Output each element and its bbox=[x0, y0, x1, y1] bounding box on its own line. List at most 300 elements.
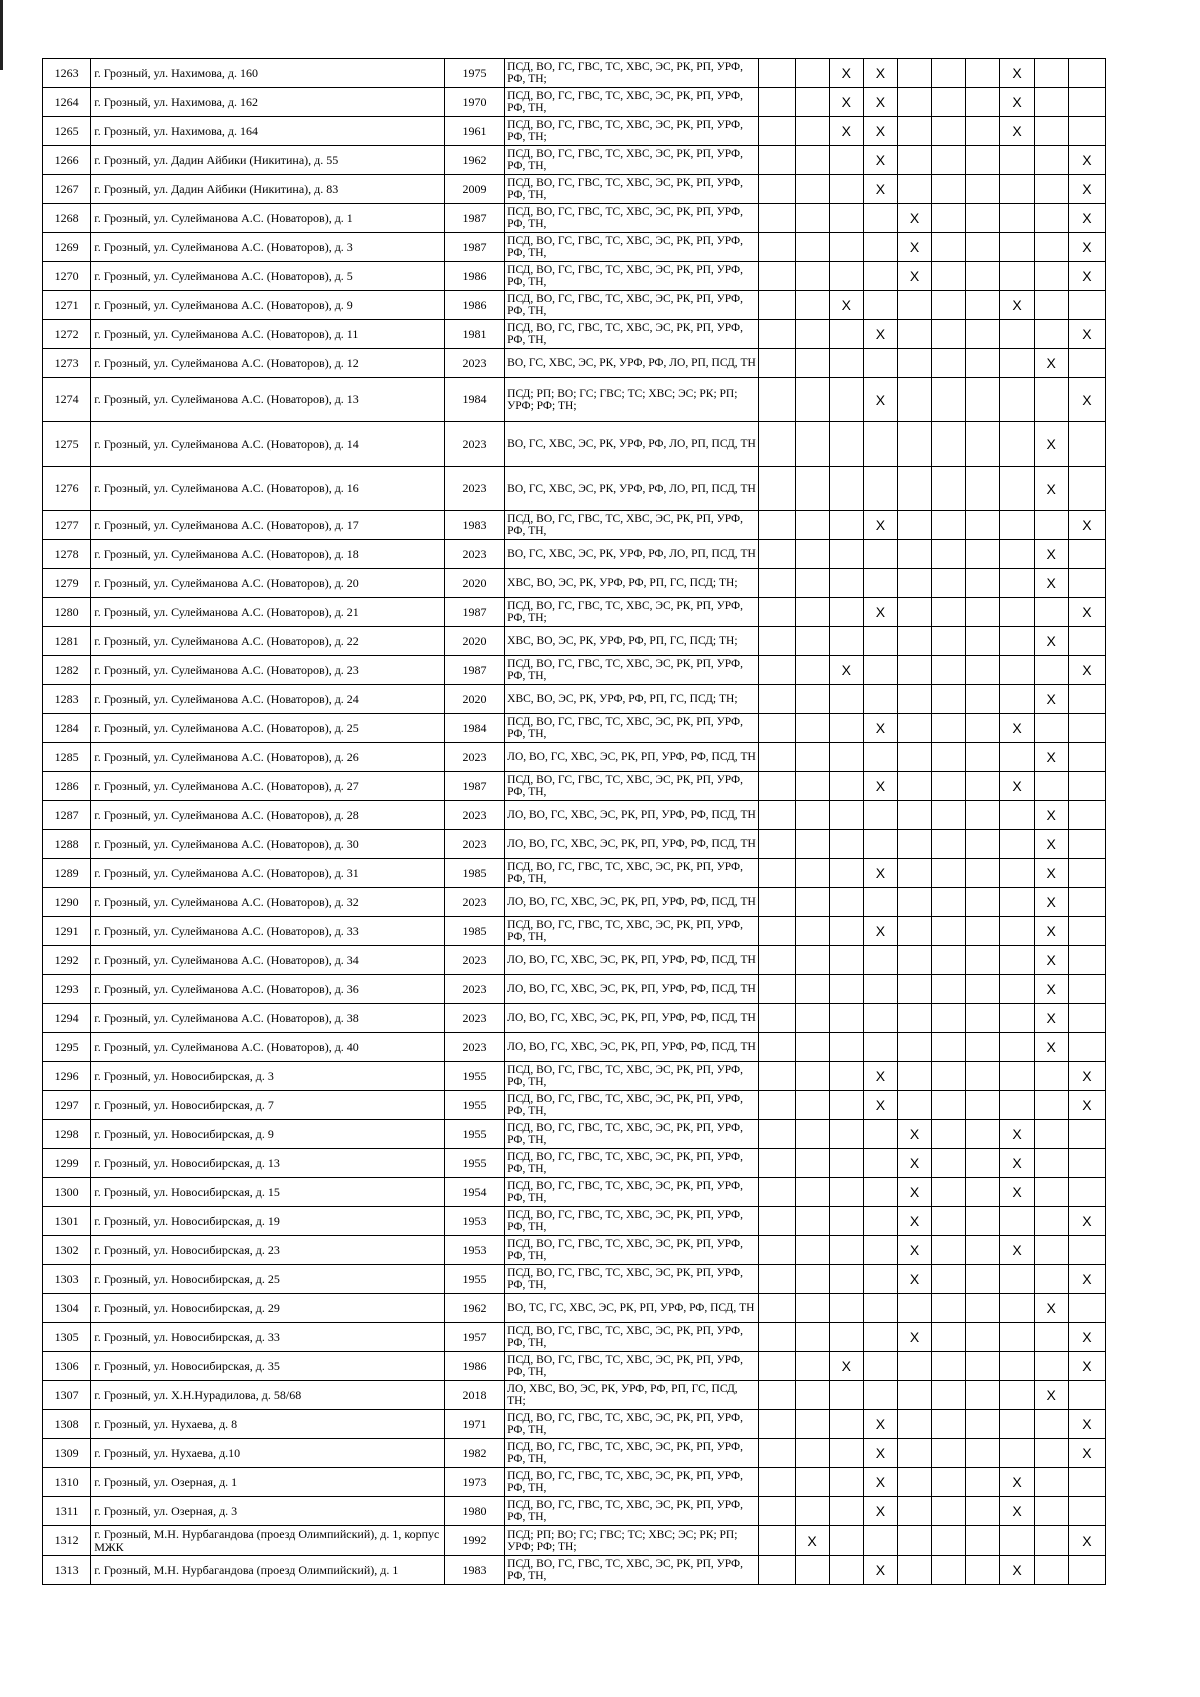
mark-cell bbox=[829, 1497, 863, 1526]
mark-cell bbox=[966, 975, 1000, 1004]
table-row bbox=[43, 1265, 1106, 1294]
services-cell: ПСД, ВО, ГС, ГВС, ТС, ХВС, ЭС, РК, РП, УРФ, РФ, ТН, bbox=[505, 262, 759, 291]
table-row bbox=[43, 888, 1106, 917]
mark-cell bbox=[897, 743, 931, 772]
mark-cell bbox=[1068, 627, 1105, 656]
mark-cell: X bbox=[1034, 975, 1068, 1004]
mark-cell bbox=[829, 1004, 863, 1033]
address-cell: г. Грозный, ул. Сулейманова А.С. (Новаторов), д. 33 bbox=[91, 917, 445, 946]
address-cell: г. Грозный, ул. Нахимова, д. 160 bbox=[91, 59, 445, 88]
mark-cell bbox=[1000, 569, 1034, 598]
services-cell: ПСД, ВО, ГС, ГВС, ТС, ХВС, ЭС, РК, РП, УРФ, РФ, ТН, bbox=[505, 772, 759, 801]
mark-cell bbox=[897, 88, 931, 117]
year-cell: 1962 bbox=[444, 1294, 504, 1323]
row-number: 1270 bbox=[43, 262, 91, 291]
mark-cell bbox=[966, 1091, 1000, 1120]
mark-cell bbox=[1000, 1091, 1034, 1120]
mark-cell bbox=[863, 685, 897, 714]
mark-cell bbox=[932, 975, 966, 1004]
year-cell: 2023 bbox=[444, 743, 504, 772]
row-number: 1283 bbox=[43, 685, 91, 714]
mark-cell bbox=[759, 714, 795, 743]
mark-cell bbox=[759, 262, 795, 291]
mark-cell: X bbox=[1034, 1033, 1068, 1062]
mark-cell bbox=[759, 511, 795, 540]
mark-cell bbox=[932, 422, 966, 467]
year-cell: 1985 bbox=[444, 917, 504, 946]
mark-cell: X bbox=[1068, 175, 1105, 204]
row-number: 1293 bbox=[43, 975, 91, 1004]
mark-cell bbox=[759, 175, 795, 204]
row-number: 1274 bbox=[43, 378, 91, 422]
row-number: 1282 bbox=[43, 656, 91, 685]
mark-cell bbox=[795, 685, 829, 714]
mark-cell bbox=[1068, 1178, 1105, 1207]
address-cell: г. Грозный, ул. Сулейманова А.С. (Новаторов), д. 20 bbox=[91, 569, 445, 598]
mark-cell bbox=[1068, 569, 1105, 598]
mark-cell bbox=[759, 1178, 795, 1207]
mark-cell bbox=[1034, 1178, 1068, 1207]
mark-cell bbox=[795, 175, 829, 204]
mark-cell bbox=[759, 1207, 795, 1236]
mark-cell bbox=[932, 88, 966, 117]
mark-cell bbox=[897, 1294, 931, 1323]
table-row bbox=[43, 743, 1106, 772]
address-cell: г. Грозный, ул. Озерная, д. 1 bbox=[91, 1468, 445, 1497]
mark-cell bbox=[829, 830, 863, 859]
mark-cell bbox=[932, 1556, 966, 1585]
address-cell: г. Грозный, ул. Сулейманова А.С. (Новаторов), д. 31 bbox=[91, 859, 445, 888]
year-cell: 1987 bbox=[444, 772, 504, 801]
mark-cell bbox=[863, 422, 897, 467]
mark-cell: X bbox=[863, 117, 897, 146]
row-number: 1306 bbox=[43, 1352, 91, 1381]
address-cell: г. Грозный, ул. Сулейманова А.С. (Новаторов), д. 14 bbox=[91, 422, 445, 467]
mark-cell: X bbox=[1034, 743, 1068, 772]
mark-cell bbox=[966, 598, 1000, 627]
mark-cell: X bbox=[1068, 1439, 1105, 1468]
mark-cell bbox=[759, 1033, 795, 1062]
year-cell: 1971 bbox=[444, 1410, 504, 1439]
mark-cell bbox=[863, 1294, 897, 1323]
mark-cell bbox=[795, 1033, 829, 1062]
table-row bbox=[43, 1149, 1106, 1178]
mark-cell bbox=[932, 467, 966, 511]
mark-cell bbox=[829, 975, 863, 1004]
row-number: 1292 bbox=[43, 946, 91, 975]
mark-cell bbox=[1068, 714, 1105, 743]
mark-cell: X bbox=[863, 1556, 897, 1585]
mark-cell bbox=[759, 117, 795, 146]
row-number: 1302 bbox=[43, 1236, 91, 1265]
row-number: 1286 bbox=[43, 772, 91, 801]
row-number: 1267 bbox=[43, 175, 91, 204]
mark-cell: X bbox=[1000, 291, 1034, 320]
mark-cell bbox=[795, 1149, 829, 1178]
table-row bbox=[43, 175, 1106, 204]
year-cell: 1955 bbox=[444, 1149, 504, 1178]
mark-cell bbox=[1034, 1439, 1068, 1468]
mark-cell bbox=[1000, 1033, 1034, 1062]
mark-cell bbox=[829, 946, 863, 975]
mark-cell bbox=[1000, 146, 1034, 175]
mark-cell bbox=[1000, 685, 1034, 714]
services-cell: ВО, ГС, ХВС, ЭС, РК, УРФ, РФ, ЛО, РП, ПСД, ТН bbox=[505, 467, 759, 511]
address-cell: г. Грозный, М.Н. Нурбагандова (проезд Олимпийский), д. 1, корпус МЖК bbox=[91, 1526, 445, 1556]
mark-cell bbox=[759, 1468, 795, 1497]
mark-cell bbox=[966, 714, 1000, 743]
mark-cell bbox=[897, 291, 931, 320]
mark-cell bbox=[897, 830, 931, 859]
mark-cell bbox=[829, 801, 863, 830]
mark-cell bbox=[829, 859, 863, 888]
mark-cell bbox=[795, 598, 829, 627]
table-row bbox=[43, 1526, 1106, 1556]
table-row bbox=[43, 598, 1106, 627]
mark-cell bbox=[897, 1091, 931, 1120]
mark-cell bbox=[1000, 1381, 1034, 1410]
mark-cell bbox=[1000, 378, 1034, 422]
mark-cell bbox=[1034, 1526, 1068, 1556]
mark-cell bbox=[1068, 1149, 1105, 1178]
mark-cell bbox=[966, 830, 1000, 859]
services-cell: ПСД, ВО, ГС, ГВС, ТС, ХВС, ЭС, РК, РП, УРФ, РФ, ТН, bbox=[505, 1265, 759, 1294]
mark-cell bbox=[1000, 917, 1034, 946]
mark-cell bbox=[759, 1294, 795, 1323]
mark-cell: X bbox=[1034, 1294, 1068, 1323]
mark-cell bbox=[829, 569, 863, 598]
mark-cell bbox=[1000, 262, 1034, 291]
mark-cell bbox=[1034, 1468, 1068, 1497]
year-cell: 1983 bbox=[444, 511, 504, 540]
address-cell: г. Грозный, ул. Сулейманова А.С. (Новаторов), д. 22 bbox=[91, 627, 445, 656]
mark-cell bbox=[863, 1207, 897, 1236]
table-row bbox=[43, 1178, 1106, 1207]
mark-cell: X bbox=[897, 1207, 931, 1236]
table-row bbox=[43, 859, 1106, 888]
mark-cell: X bbox=[863, 1091, 897, 1120]
table-row bbox=[43, 1323, 1106, 1352]
mark-cell bbox=[966, 1178, 1000, 1207]
mark-cell: X bbox=[1034, 627, 1068, 656]
mark-cell bbox=[863, 975, 897, 1004]
year-cell: 2023 bbox=[444, 422, 504, 467]
mark-cell bbox=[966, 117, 1000, 146]
mark-cell bbox=[863, 888, 897, 917]
mark-cell bbox=[863, 656, 897, 685]
mark-cell bbox=[1000, 1323, 1034, 1352]
row-number: 1288 bbox=[43, 830, 91, 859]
services-cell: ПСД, ВО, ГС, ГВС, ТС, ХВС, ЭС, РК, РП, УРФ, РФ, ТН, bbox=[505, 1352, 759, 1381]
mark-cell bbox=[966, 291, 1000, 320]
table-row bbox=[43, 685, 1106, 714]
year-cell: 1970 bbox=[444, 88, 504, 117]
services-cell: ПСД, ВО, ГС, ГВС, ТС, ХВС, ЭС, РК, РП, УРФ, РФ, ТН, bbox=[505, 1120, 759, 1149]
address-cell: г. Грозный, ул. Сулейманова А.С. (Новаторов), д. 25 bbox=[91, 714, 445, 743]
row-number: 1263 bbox=[43, 59, 91, 88]
mark-cell bbox=[863, 1323, 897, 1352]
mark-cell bbox=[1068, 540, 1105, 569]
mark-cell bbox=[1068, 1120, 1105, 1149]
address-cell: г. Грозный, ул. Новосибирская, д. 7 bbox=[91, 1091, 445, 1120]
mark-cell bbox=[829, 349, 863, 378]
mark-cell bbox=[759, 1497, 795, 1526]
mark-cell bbox=[829, 772, 863, 801]
mark-cell bbox=[829, 1323, 863, 1352]
mark-cell bbox=[829, 1468, 863, 1497]
year-cell: 1985 bbox=[444, 859, 504, 888]
services-cell: ЛО, ВО, ГС, ХВС, ЭС, РК, РП, УРФ, РФ, ПСД, ТН bbox=[505, 975, 759, 1004]
mark-cell bbox=[759, 146, 795, 175]
mark-cell bbox=[932, 772, 966, 801]
mark-cell: X bbox=[1034, 801, 1068, 830]
services-cell: ПСД, ВО, ГС, ГВС, ТС, ХВС, ЭС, РК, РП, УРФ, РФ, ТН, bbox=[505, 1178, 759, 1207]
address-cell: г. Грозный, ул. Х.Н.Нурадилова, д. 58/68 bbox=[91, 1381, 445, 1410]
year-cell: 1982 bbox=[444, 1439, 504, 1468]
services-cell: ПСД, ВО, ГС, ГВС, ТС, ХВС, ЭС, РК, РП, УРФ, РФ, ТН, bbox=[505, 320, 759, 349]
address-cell: г. Грозный, ул. Новосибирская, д. 15 bbox=[91, 1178, 445, 1207]
mark-cell: X bbox=[1068, 1410, 1105, 1439]
mark-cell bbox=[795, 656, 829, 685]
mark-cell bbox=[1068, 59, 1105, 88]
row-number: 1281 bbox=[43, 627, 91, 656]
mark-cell bbox=[966, 1410, 1000, 1439]
mark-cell: X bbox=[1034, 888, 1068, 917]
services-cell: ПСД, ВО, ГС, ГВС, ТС, ХВС, ЭС, РК, РП, УРФ, РФ, ТН, bbox=[505, 1497, 759, 1526]
mark-cell bbox=[897, 888, 931, 917]
mark-cell bbox=[829, 743, 863, 772]
mark-cell bbox=[795, 714, 829, 743]
mark-cell bbox=[795, 1468, 829, 1497]
year-cell: 2020 bbox=[444, 569, 504, 598]
services-cell: ПСД, ВО, ГС, ГВС, ТС, ХВС, ЭС, РК, РП, УРФ, РФ, ТН, bbox=[505, 1062, 759, 1091]
year-cell: 1962 bbox=[444, 146, 504, 175]
mark-cell bbox=[1034, 262, 1068, 291]
mark-cell bbox=[932, 59, 966, 88]
mark-cell bbox=[932, 801, 966, 830]
mark-cell bbox=[966, 1120, 1000, 1149]
mark-cell: X bbox=[795, 1526, 829, 1556]
services-cell: ХВС, ВО, ЭС, РК, УРФ, РФ, РП, ГС, ПСД; ТН; bbox=[505, 569, 759, 598]
mark-cell bbox=[1068, 1033, 1105, 1062]
table-row bbox=[43, 801, 1106, 830]
mark-cell bbox=[1068, 1236, 1105, 1265]
mark-cell bbox=[1034, 378, 1068, 422]
mark-cell bbox=[759, 801, 795, 830]
mark-cell bbox=[932, 291, 966, 320]
row-number: 1297 bbox=[43, 1091, 91, 1120]
services-cell: ЛО, ВО, ГС, ХВС, ЭС, РК, РП, УРФ, РФ, ПСД, ТН bbox=[505, 830, 759, 859]
mark-cell: X bbox=[863, 175, 897, 204]
mark-cell: X bbox=[829, 117, 863, 146]
mark-cell bbox=[795, 1323, 829, 1352]
mark-cell bbox=[863, 1178, 897, 1207]
row-number: 1269 bbox=[43, 233, 91, 262]
mark-cell bbox=[897, 975, 931, 1004]
mark-cell bbox=[1000, 946, 1034, 975]
mark-cell bbox=[829, 467, 863, 511]
mark-cell: X bbox=[1034, 540, 1068, 569]
services-cell: ПСД, ВО, ГС, ГВС, ТС, ХВС, ЭС, РК, РП, УРФ, РФ, ТН; bbox=[505, 598, 759, 627]
mark-cell: X bbox=[1000, 1468, 1034, 1497]
mark-cell: X bbox=[1034, 422, 1068, 467]
table-row bbox=[43, 1439, 1106, 1468]
mark-cell bbox=[829, 233, 863, 262]
mark-cell bbox=[932, 175, 966, 204]
year-cell: 1984 bbox=[444, 714, 504, 743]
mark-cell bbox=[897, 772, 931, 801]
mark-cell bbox=[897, 146, 931, 175]
mark-cell: X bbox=[1068, 1352, 1105, 1381]
address-cell: г. Грозный, М.Н. Нурбагандова (проезд Олимпийский), д. 1 bbox=[91, 1556, 445, 1585]
mark-cell bbox=[966, 569, 1000, 598]
mark-cell: X bbox=[1034, 349, 1068, 378]
mark-cell bbox=[863, 291, 897, 320]
mark-cell bbox=[897, 1497, 931, 1526]
address-cell: г. Грозный, ул. Озерная, д. 3 bbox=[91, 1497, 445, 1526]
mark-cell bbox=[759, 88, 795, 117]
year-cell: 2009 bbox=[444, 175, 504, 204]
mark-cell bbox=[966, 1207, 1000, 1236]
mark-cell bbox=[1000, 511, 1034, 540]
mark-cell bbox=[795, 262, 829, 291]
mark-cell bbox=[932, 146, 966, 175]
mark-cell bbox=[966, 1323, 1000, 1352]
mark-cell: X bbox=[863, 146, 897, 175]
mark-cell bbox=[1000, 1352, 1034, 1381]
mark-cell bbox=[795, 1439, 829, 1468]
mark-cell bbox=[897, 656, 931, 685]
year-cell: 1980 bbox=[444, 1497, 504, 1526]
row-number: 1295 bbox=[43, 1033, 91, 1062]
address-cell: г. Грозный, ул. Сулейманова А.С. (Новаторов), д. 1 bbox=[91, 204, 445, 233]
address-cell: г. Грозный, ул. Нухаева, д. 8 bbox=[91, 1410, 445, 1439]
mark-cell bbox=[1034, 146, 1068, 175]
row-number: 1290 bbox=[43, 888, 91, 917]
mark-cell bbox=[1034, 88, 1068, 117]
mark-cell: X bbox=[897, 233, 931, 262]
mark-cell: X bbox=[897, 204, 931, 233]
mark-cell bbox=[1068, 801, 1105, 830]
mark-cell bbox=[829, 540, 863, 569]
mark-cell bbox=[795, 946, 829, 975]
mark-cell bbox=[966, 540, 1000, 569]
mark-cell bbox=[966, 422, 1000, 467]
mark-cell bbox=[759, 233, 795, 262]
mark-cell: X bbox=[863, 714, 897, 743]
mark-cell bbox=[759, 1120, 795, 1149]
year-cell: 1986 bbox=[444, 262, 504, 291]
year-cell: 2020 bbox=[444, 685, 504, 714]
year-cell: 1981 bbox=[444, 320, 504, 349]
row-number: 1272 bbox=[43, 320, 91, 349]
mark-cell bbox=[897, 59, 931, 88]
mark-cell bbox=[795, 917, 829, 946]
mark-cell bbox=[795, 975, 829, 1004]
address-cell: г. Грозный, ул. Сулейманова А.С. (Новаторов), д. 9 bbox=[91, 291, 445, 320]
year-cell: 1955 bbox=[444, 1091, 504, 1120]
table-row bbox=[43, 1236, 1106, 1265]
mark-cell bbox=[897, 1062, 931, 1091]
mark-cell: X bbox=[1068, 1062, 1105, 1091]
year-cell: 1961 bbox=[444, 117, 504, 146]
mark-cell: X bbox=[1068, 598, 1105, 627]
year-cell: 1986 bbox=[444, 1352, 504, 1381]
mark-cell bbox=[795, 511, 829, 540]
mark-cell bbox=[1000, 349, 1034, 378]
table-row bbox=[43, 1556, 1106, 1585]
row-number: 1304 bbox=[43, 1294, 91, 1323]
mark-cell: X bbox=[829, 291, 863, 320]
mark-cell bbox=[1034, 1265, 1068, 1294]
mark-cell bbox=[795, 1120, 829, 1149]
table-row bbox=[43, 714, 1106, 743]
table-row bbox=[43, 1120, 1106, 1149]
address-cell: г. Грозный, ул. Новосибирская, д. 23 bbox=[91, 1236, 445, 1265]
mark-cell bbox=[897, 598, 931, 627]
year-cell: 1983 bbox=[444, 1556, 504, 1585]
row-number: 1305 bbox=[43, 1323, 91, 1352]
mark-cell bbox=[759, 1149, 795, 1178]
mark-cell bbox=[966, 1062, 1000, 1091]
mark-cell bbox=[932, 1004, 966, 1033]
mark-cell bbox=[1034, 511, 1068, 540]
mark-cell bbox=[932, 743, 966, 772]
services-cell: ВО, ТС, ГС, ХВС, ЭС, РК, РП, УРФ, РФ, ПСД, ТН bbox=[505, 1294, 759, 1323]
address-cell: г. Грозный, ул. Сулейманова А.С. (Новаторов), д. 34 bbox=[91, 946, 445, 975]
mark-cell bbox=[1034, 1497, 1068, 1526]
mark-cell bbox=[829, 1149, 863, 1178]
mark-cell: X bbox=[863, 511, 897, 540]
table-row bbox=[43, 320, 1106, 349]
mark-cell bbox=[829, 1526, 863, 1556]
mark-cell bbox=[759, 627, 795, 656]
mark-cell bbox=[1034, 291, 1068, 320]
mark-cell bbox=[863, 1265, 897, 1294]
row-number: 1296 bbox=[43, 1062, 91, 1091]
mark-cell: X bbox=[1034, 917, 1068, 946]
table-row bbox=[43, 1497, 1106, 1526]
mark-cell: X bbox=[1000, 1149, 1034, 1178]
mark-cell bbox=[897, 175, 931, 204]
address-cell: г. Грозный, ул. Сулейманова А.С. (Новаторов), д. 36 bbox=[91, 975, 445, 1004]
mark-cell bbox=[966, 1004, 1000, 1033]
mark-cell bbox=[932, 378, 966, 422]
mark-cell bbox=[932, 1207, 966, 1236]
mark-cell bbox=[932, 1033, 966, 1062]
mark-cell bbox=[966, 772, 1000, 801]
mark-cell: X bbox=[829, 656, 863, 685]
mark-cell: X bbox=[863, 772, 897, 801]
mark-cell bbox=[759, 467, 795, 511]
mark-cell: X bbox=[1000, 1556, 1034, 1585]
mark-cell: X bbox=[1034, 569, 1068, 598]
row-number: 1312 bbox=[43, 1526, 91, 1556]
mark-cell bbox=[932, 888, 966, 917]
mark-cell bbox=[759, 1439, 795, 1468]
mark-cell bbox=[795, 1381, 829, 1410]
mark-cell bbox=[1034, 598, 1068, 627]
mark-cell: X bbox=[1000, 117, 1034, 146]
mark-cell bbox=[897, 422, 931, 467]
services-cell: ПСД, ВО, ГС, ГВС, ТС, ХВС, ЭС, РК, РП, УРФ, РФ, ТН; bbox=[505, 117, 759, 146]
mark-cell bbox=[759, 656, 795, 685]
mark-cell: X bbox=[1068, 656, 1105, 685]
mark-cell: X bbox=[1034, 1004, 1068, 1033]
mark-cell bbox=[966, 656, 1000, 685]
mark-cell bbox=[1000, 859, 1034, 888]
address-cell: г. Грозный, ул. Сулейманова А.С. (Новаторов), д. 24 bbox=[91, 685, 445, 714]
